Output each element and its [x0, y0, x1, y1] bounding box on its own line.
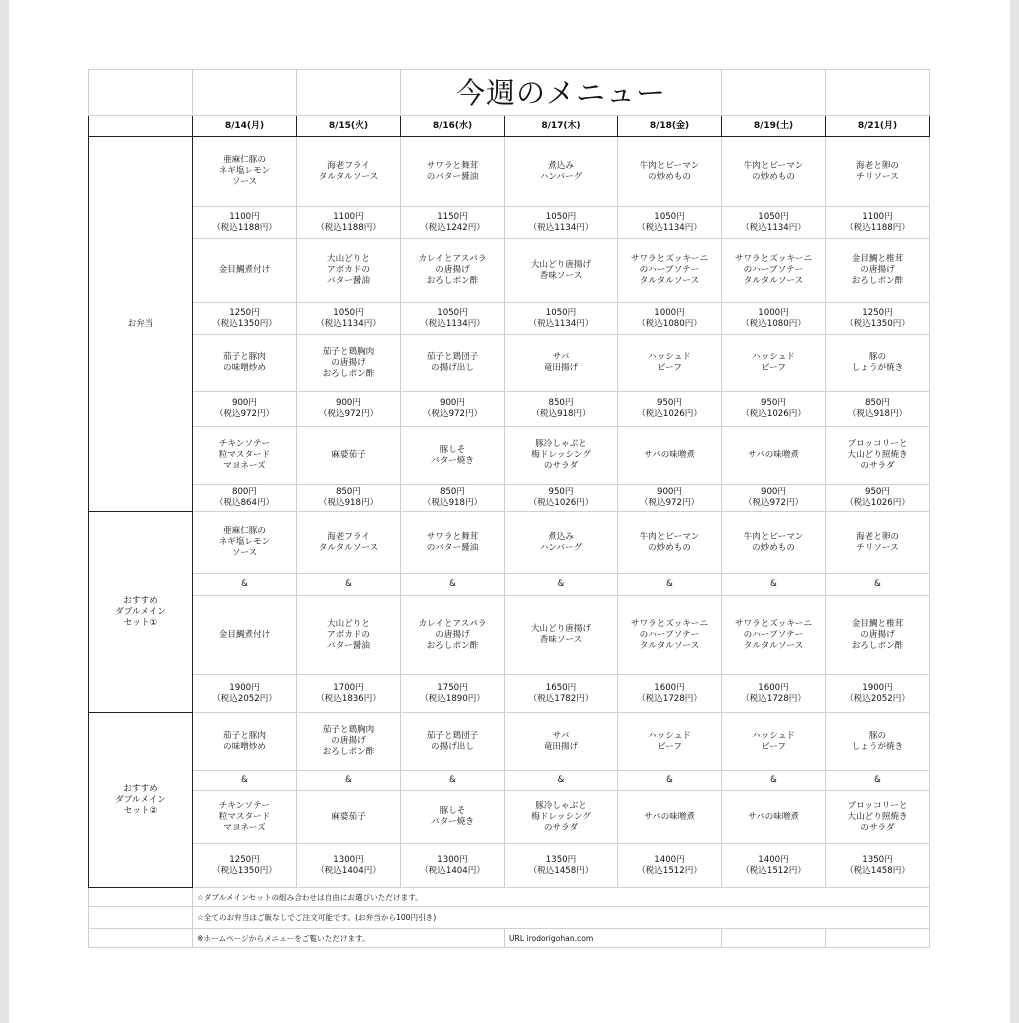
price-cell: 1350円 （税込1458円） [505, 844, 618, 888]
price-cell: 1100円 （税込1188円） [193, 207, 297, 239]
section-label-set2: おすすめ ダブルメイン セット② [89, 713, 193, 888]
dish-name: 海老と卵の チリソース [826, 137, 930, 207]
price-cell: 1050円 （税込1134円） [722, 207, 826, 239]
price-cell: 1250円 （税込1350円） [826, 303, 930, 335]
table-row [89, 771, 930, 791]
ampersand-cell: & [618, 574, 722, 596]
price-cell: 1250円 （税込1350円） [193, 844, 297, 888]
ampersand-cell: & [193, 771, 297, 791]
ampersand-cell: & [722, 771, 826, 791]
note-combination: ☆ダブルメインセットの組み合わせは自由にお選びいただけます。 [193, 888, 930, 907]
ampersand-cell: & [505, 771, 618, 791]
dish-name: 大山どりと アボカドの バター醤油 [297, 596, 401, 675]
ampersand-cell: & [618, 771, 722, 791]
dish-name: 茄子と豚肉 の味噌炒め [193, 335, 297, 392]
dish-name: ハッシュド ビーフ [618, 335, 722, 392]
table-row [89, 574, 930, 596]
dish-name: 茄子と鶏団子 の揚げ出し [401, 335, 505, 392]
dish-name: チキンソテー 粒マスタード マヨネーズ [193, 427, 297, 485]
dish-name: 煮込み ハンバーグ [505, 137, 618, 207]
dish-name: チキンソテー 粒マスタード マヨネーズ [193, 791, 297, 844]
date-header: 8/18(金) [618, 116, 722, 137]
dish-name: サバの味噌煮 [722, 791, 826, 844]
price-cell: 1600円 （税込1728円） [618, 675, 722, 713]
ampersand-cell: & [401, 574, 505, 596]
table-row [89, 791, 930, 844]
table-row [89, 392, 930, 427]
ampersand-cell: & [826, 574, 930, 596]
dish-name: サバ 竜田揚げ [505, 335, 618, 392]
dish-name: カレイとアスパラ の唐揚げ おろしポン酢 [401, 596, 505, 675]
page-title: 今週のメニュー [401, 70, 722, 116]
ampersand-cell: & [505, 574, 618, 596]
dish-name: ハッシュド ビーフ [618, 713, 722, 771]
dish-name: サバの味噌煮 [618, 427, 722, 485]
dish-name: 海老フライ タルタルソース [297, 137, 401, 207]
dish-name: 海老フライ タルタルソース [297, 512, 401, 574]
price-cell: 850円 （税込918円） [401, 485, 505, 512]
price-cell: 900円 （税込972円） [722, 485, 826, 512]
price-cell: 850円 （税込918円） [826, 392, 930, 427]
blank-cell [89, 116, 193, 137]
dish-name: 牛肉とピーマン の炒めもの [618, 137, 722, 207]
price-cell: 900円 （税込972円） [193, 392, 297, 427]
dish-name: 煮込み ハンバーグ [505, 512, 618, 574]
ampersand-cell: & [297, 771, 401, 791]
dish-name: サバ 竜田揚げ [505, 713, 618, 771]
blank-cell [89, 929, 193, 948]
table-row [89, 303, 930, 335]
price-cell: 1150円 （税込1242円） [401, 207, 505, 239]
dish-name: サワラとズッキーニ のハーブソテー タルタルソース [722, 596, 826, 675]
price-cell: 1400円 （税込1512円） [618, 844, 722, 888]
dish-name: 牛肉とピーマン の炒めもの [618, 512, 722, 574]
price-cell: 950円 （税込1026円） [618, 392, 722, 427]
dish-name: ブロッコリーと 大山どり照焼き のサラダ [826, 427, 930, 485]
ampersand-cell: & [401, 771, 505, 791]
price-cell: 1100円 （税込1188円） [826, 207, 930, 239]
price-cell: 800円 （税込864円） [193, 485, 297, 512]
dish-name: 茄子と鶏胸肉 の唐揚げ おろしポン酢 [297, 713, 401, 771]
table-row [89, 485, 930, 512]
blank-cell [722, 929, 826, 948]
price-cell: 850円 （税込918円） [297, 485, 401, 512]
date-header: 8/21(月) [826, 116, 930, 137]
dish-name: 茄子と豚肉 の味噌炒め [193, 713, 297, 771]
table-row [89, 907, 930, 929]
ampersand-cell: & [297, 574, 401, 596]
price-cell: 950円 （税込1026円） [505, 485, 618, 512]
date-header: 8/16(水) [401, 116, 505, 137]
date-header: 8/17(木) [505, 116, 618, 137]
blank-cell [89, 907, 193, 929]
dish-name: 豚しそ バター焼き [401, 791, 505, 844]
price-cell: 1750円 （税込1890円） [401, 675, 505, 713]
price-cell: 1350円 （税込1458円） [826, 844, 930, 888]
dish-name: サワラと舞茸 のバター醤油 [401, 512, 505, 574]
dish-name: 豚冷しゃぶと 梅ドレッシング のサラダ [505, 427, 618, 485]
dish-name: 金目鯛と椎茸 の唐揚げ おろしポン酢 [826, 239, 930, 303]
dish-name: 金目鯛煮付け [193, 596, 297, 675]
dish-name: ブロッコリーと 大山どり照焼き のサラダ [826, 791, 930, 844]
price-cell: 1250円 （税込1350円） [193, 303, 297, 335]
dish-name: 牛肉とピーマン の炒めもの [722, 512, 826, 574]
price-cell: 1700円 （税込1836円） [297, 675, 401, 713]
note-homepage: ※ホームページからメニューをご覧いただけます。 [193, 929, 505, 948]
table-row [89, 844, 930, 888]
price-cell: 850円 （税込918円） [505, 392, 618, 427]
table-row [89, 929, 930, 948]
price-cell: 1600円 （税込1728円） [722, 675, 826, 713]
dish-name: サバの味噌煮 [618, 791, 722, 844]
dish-name: 麻婆茄子 [297, 791, 401, 844]
website-url: URL irodorigohan.com [505, 929, 722, 948]
document-page [9, 0, 1010, 1023]
dish-name: 亜麻仁豚の ネギ塩レモン ソース [193, 512, 297, 574]
table-row [89, 137, 930, 207]
price-cell: 1300円 （税込1404円） [401, 844, 505, 888]
table-row [89, 713, 930, 771]
dish-name: 豚冷しゃぶと 梅ドレッシング のサラダ [505, 791, 618, 844]
blank-cell [722, 70, 826, 116]
blank-cell [826, 70, 930, 116]
section-label-set1: おすすめ ダブルメイン セット① [89, 512, 193, 713]
dish-name: 豚しそ バター焼き [401, 427, 505, 485]
table-row [89, 70, 930, 116]
dish-name: 大山どり唐揚げ 香味ソース [505, 596, 618, 675]
dish-name: サワラとズッキーニ のハーブソテー タルタルソース [618, 596, 722, 675]
price-cell: 1400円 （税込1512円） [722, 844, 826, 888]
dish-name: サバの味噌煮 [722, 427, 826, 485]
dish-name: 豚の しょうが焼き [826, 713, 930, 771]
table-row [89, 116, 930, 137]
price-cell: 1050円 （税込1134円） [505, 303, 618, 335]
table-row [89, 888, 930, 907]
dish-name: 大山どりと アボカドの バター醤油 [297, 239, 401, 303]
blank-cell [297, 70, 401, 116]
ampersand-cell: & [826, 771, 930, 791]
price-cell: 950円 （税込1026円） [826, 485, 930, 512]
dish-name: 茄子と鶏団子 の揚げ出し [401, 713, 505, 771]
blank-cell [826, 929, 930, 948]
ampersand-cell: & [722, 574, 826, 596]
price-cell: 900円 （税込972円） [401, 392, 505, 427]
date-header: 8/14(月) [193, 116, 297, 137]
dish-name: 大山どり唐揚げ 香味ソース [505, 239, 618, 303]
table-row [89, 512, 930, 574]
dish-name: 豚の しょうが焼き [826, 335, 930, 392]
dish-name: ハッシュド ビーフ [722, 713, 826, 771]
table-row [89, 335, 930, 392]
table-row [89, 675, 930, 713]
price-cell: 1000円 （税込1080円） [722, 303, 826, 335]
dish-name: ハッシュド ビーフ [722, 335, 826, 392]
ampersand-cell: & [193, 574, 297, 596]
dish-name: サワラとズッキーニ のハーブソテー タルタルソース [618, 239, 722, 303]
price-cell: 1050円 （税込1134円） [297, 303, 401, 335]
price-cell: 1050円 （税込1134円） [401, 303, 505, 335]
dish-name: 海老と卵の チリソース [826, 512, 930, 574]
dish-name: 金目鯛と椎茸 の唐揚げ おろしポン酢 [826, 596, 930, 675]
dish-name: カレイとアスパラ の唐揚げ おろしポン酢 [401, 239, 505, 303]
price-cell: 1050円 （税込1134円） [505, 207, 618, 239]
weekly-menu-table [88, 69, 930, 948]
dish-name: 金目鯛煮付け [193, 239, 297, 303]
section-label-bento: お弁当 [89, 137, 193, 512]
blank-cell [89, 70, 193, 116]
dish-name: 麻婆茄子 [297, 427, 401, 485]
dish-name: サワラと舞茸 のバター醤油 [401, 137, 505, 207]
price-cell: 1900円 （税込2052円） [193, 675, 297, 713]
date-header: 8/15(火) [297, 116, 401, 137]
dish-name: 牛肉とピーマン の炒めもの [722, 137, 826, 207]
blank-cell [193, 70, 297, 116]
price-cell: 1900円 （税込2052円） [826, 675, 930, 713]
price-cell: 1050円 （税込1134円） [618, 207, 722, 239]
table-row [89, 427, 930, 485]
price-cell: 1000円 （税込1080円） [618, 303, 722, 335]
price-cell: 1100円 （税込1188円） [297, 207, 401, 239]
date-header: 8/19(土) [722, 116, 826, 137]
blank-cell [89, 888, 193, 907]
dish-name: サワラとズッキーニ のハーブソテー タルタルソース [722, 239, 826, 303]
table-row [89, 207, 930, 239]
price-cell: 900円 （税込972円） [297, 392, 401, 427]
note-no-rice: ☆全てのお弁当はご飯なしでご注文可能です。(お弁当から100円引き) [193, 907, 930, 929]
price-cell: 900円 （税込972円） [618, 485, 722, 512]
price-cell: 1650円 （税込1782円） [505, 675, 618, 713]
price-cell: 950円 （税込1026円） [722, 392, 826, 427]
dish-name: 茄子と鶏胸肉 の唐揚げ おろしポン酢 [297, 335, 401, 392]
table-row [89, 239, 930, 303]
table-row [89, 596, 930, 675]
price-cell: 1300円 （税込1404円） [297, 844, 401, 888]
dish-name: 亜麻仁豚の ネギ塩レモン ソース [193, 137, 297, 207]
